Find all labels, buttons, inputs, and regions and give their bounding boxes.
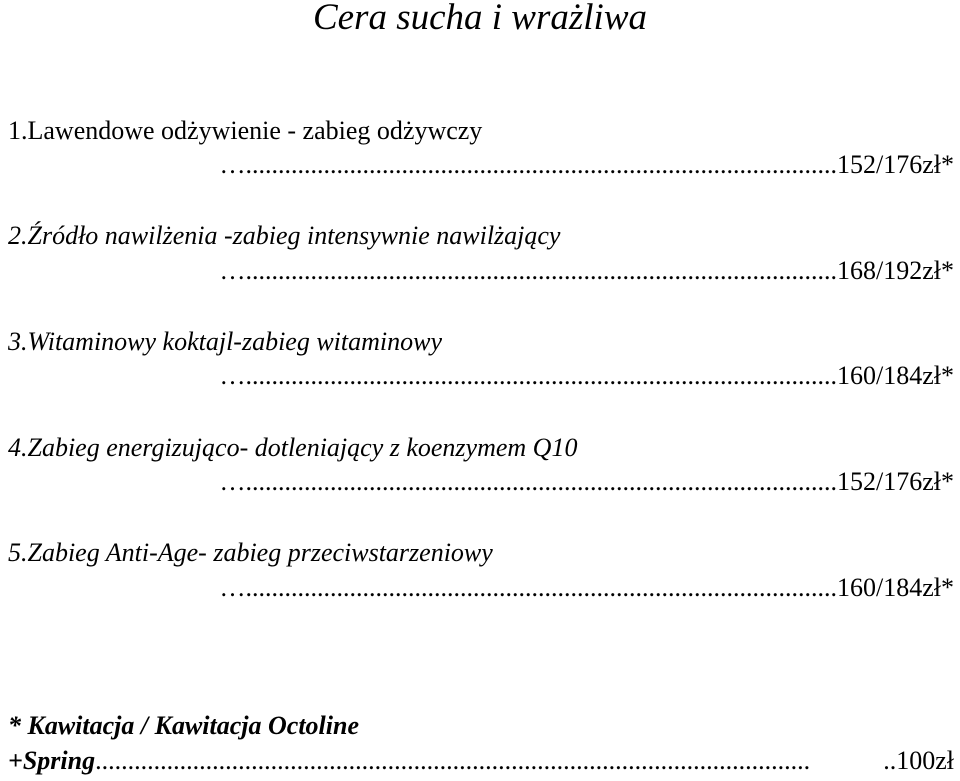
treatment-name-3: 3.Witaminowy koktajl-zabieg witaminowy [8, 327, 443, 356]
treatment-price-5: …...........................................................................................160/184zł* [219, 573, 954, 602]
treatment-price-3: …...........................................................................................160/184zł* [219, 361, 954, 390]
footer-price: ..100zł [883, 746, 954, 775]
treatment-price-1: …...........................................................................................152/176zł* [219, 150, 954, 179]
treatment-name-4: 4.Zabieg energizująco- dotleniający z koenzymem Q10 [8, 433, 578, 462]
treatment-name-1: 1.Lawendowe odżywienie - zabieg odżywczy [8, 116, 483, 145]
page-title: Cera sucha i wrażliwa [312, 0, 648, 38]
treatment-price-4: …...........................................................................................152/176zł* [219, 467, 954, 496]
footer-price-line [8, 746, 954, 776]
treatment-price-2: …...........................................................................................168/192zł* [219, 256, 954, 285]
footer-dots: .............................................................................................................. [95, 746, 811, 775]
treatment-name-2: 2.Źródło nawilżenia -zabieg intensywnie nawilżający [8, 221, 561, 250]
footer-note: * Kawitacja / Kawitacja Octoline [8, 711, 359, 740]
treatment-name-5: 5.Zabieg Anti-Age- zabieg przeciwstarzeniowy [8, 538, 493, 567]
footer-lead: +Spring [8, 746, 96, 775]
